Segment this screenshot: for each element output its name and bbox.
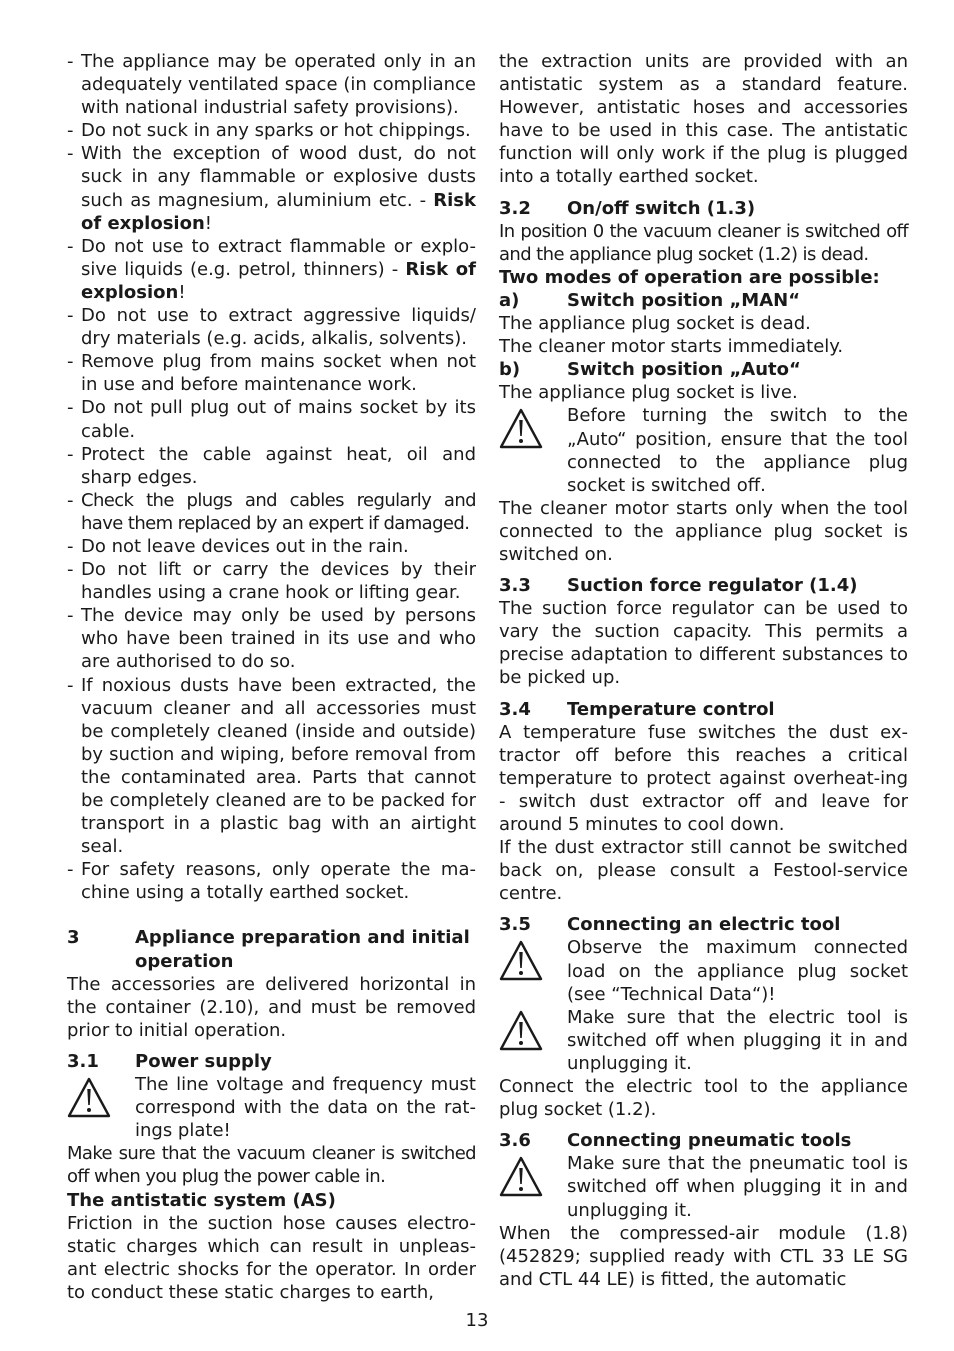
section-3-2-heading: 3.2 On/off switch (1.3) xyxy=(499,197,756,219)
section-3-heading: 3 Appliance preparation and initial operation xyxy=(67,927,470,972)
safety-bullet: - For safety reasons, only operate the ma-chine using a totally earthed socket. xyxy=(67,858,476,904)
warning-triangle-icon xyxy=(499,408,543,450)
safety-bullet: - Do not leave devices out in the rain. xyxy=(67,535,476,558)
safety-bullet: - Do not pull plug out of mains socket by its cable. xyxy=(67,396,476,442)
left-column xyxy=(67,50,476,1304)
section-3-5-heading: 3.5 Connecting an electric tool xyxy=(499,914,841,936)
mode-a-line: The appliance plug socket is dead. xyxy=(499,313,811,335)
connected-load-warning: Observe the maximum connected load on the appliance plug socket (see “Technical Data“)! xyxy=(499,936,908,1005)
safety-bullet: - Remove plug from mains socket when not in use and before maintenance work. xyxy=(67,350,476,396)
safety-bullet: - Do not use to extract flammable or explo-sive liquids (e.g. petrol, thinners) - Risk of explosion! xyxy=(67,235,476,304)
safety-bullet: - Check the plugs and cables regularly and have them replaced by an expert if damaged. xyxy=(67,489,476,535)
mode-b-heading: b) Switch position „Auto“ xyxy=(499,359,801,381)
pneumatic-paragraph: When the compressed-air module (1.8) (452829; supplied ready with CTL 33 LE SG and CTL 44 LE) is fitted, the automatic xyxy=(499,1222,908,1290)
page-number: 13 xyxy=(465,1310,489,1331)
safety-bullet: - Protect the cable against heat, oil and sharp edges. xyxy=(67,443,476,489)
antistatic-heading: The antistatic system (AS) xyxy=(67,1189,336,1211)
electric-tool-paragraph: Connect the electric tool to the appliance plug socket (1.2). xyxy=(499,1076,908,1121)
safety-bullet: - The appliance may be operated only in an adequately ventilated space (in compliance with national industrial safety provisions). xyxy=(67,50,476,119)
warning-triangle-icon xyxy=(499,940,543,982)
section-3-1-heading: 3.1 Power supply xyxy=(67,1050,272,1072)
pneumatic-tool-warning: Make sure that the pneumatic tool is switched off when plugging it in and unplugging it. xyxy=(499,1152,908,1221)
switch-paragraph: In position 0 the vacuum cleaner is switched off and the appliance plug socket (1.2) is dead. xyxy=(499,220,908,265)
modes-heading: Two modes of operation are possible: xyxy=(499,266,880,288)
suction-regulator-paragraph: The suction force regulator can be used to vary the suction capacity. This permits a precise adaptation to different substances to be picked up. xyxy=(499,598,908,689)
right-column xyxy=(499,50,908,1291)
temperature-paragraph: A temperature fuse switches the dust ex-tractor off before this reaches a critical temperature to protect against overheat-ing - switch dust extractor off and leave for around 5 minutes to cool down. xyxy=(499,721,908,835)
section-3-4-heading: 3.4 Temperature control xyxy=(499,698,775,720)
antistatic-continued: the extraction units are provided with an antistatic system as a standard feature. However, antistatic hoses and accessories have to be used in this case. The antistatic function will only work if the plug is plugged into a totally earthed socket. xyxy=(499,51,908,188)
safety-bullet: - Do not suck in any sparks or hot chippings. xyxy=(67,119,476,142)
safety-bullet: - The device may only be used by persons who have been trained in its use and who are authorised to do so. xyxy=(67,604,476,673)
section-3-body: The accessories are delivered horizontal in the container (2.10), and must be removed prior to initial operation. xyxy=(67,973,476,1041)
safety-bullet: - With the exception of wood dust, do not suck in any flammable or explosive dusts such as magnesium, aluminium etc. - Risk of explosion! xyxy=(67,142,476,234)
power-supply-paragraph: Make sure that the vacuum cleaner is switched off when you plug the power cable in. xyxy=(67,1143,476,1188)
section-3-6-heading: 3.6 Connecting pneumatic tools xyxy=(499,1130,852,1152)
mode-a-line: The cleaner motor starts immediately. xyxy=(499,336,844,358)
warning-triangle-icon xyxy=(499,1010,543,1052)
mode-a-heading: a) Switch position „MAN“ xyxy=(499,289,801,311)
auto-mode-warning: Before turning the switch to the „Auto“ position, ensure that the tool connected to the appliance plug socket is switched off. xyxy=(499,404,908,496)
safety-bullet: - Do not lift or carry the devices by their handles using a crane hook or lifting gear. xyxy=(67,558,476,604)
warning-triangle-icon xyxy=(67,1077,111,1119)
section-3-3-heading: 3.3 Suction force regulator (1.4) xyxy=(499,575,858,597)
safety-bullet: - If noxious dusts have been extracted, the vacuum cleaner and all accessories must be completely cleaned (inside and outside) by suction and wiping, before removal from the contaminated area. Parts that cannot be completely cleaned are to be packed for transport in a plastic bag with an airtight seal. xyxy=(67,674,476,859)
warning-triangle-icon xyxy=(499,1156,543,1198)
electric-tool-warning: Make sure that the electric tool is switched off when plugging it in and unplugging it. xyxy=(499,1006,908,1075)
mode-b-line: The appliance plug socket is live. xyxy=(499,382,798,404)
auto-mode-paragraph: The cleaner motor starts only when the tool connected to the appliance plug socket is switched on. xyxy=(499,497,908,565)
safety-bullet: - Do not use to extract aggressive liquids/ dry materials (e.g. acids, alkalis, solvents). xyxy=(67,304,476,350)
antistatic-paragraph: Friction in the suction hose causes electro-static charges which can result in unpleas-ant electric shocks for the operator. In order to conduct these static charges to earth, xyxy=(67,1212,476,1303)
power-supply-warning: The line voltage and frequency must correspond with the data on the rat-ings plate! xyxy=(67,1073,476,1142)
temperature-paragraph: If the dust extractor still cannot be switched back on, please consult a Festool-service centre. xyxy=(499,837,908,905)
